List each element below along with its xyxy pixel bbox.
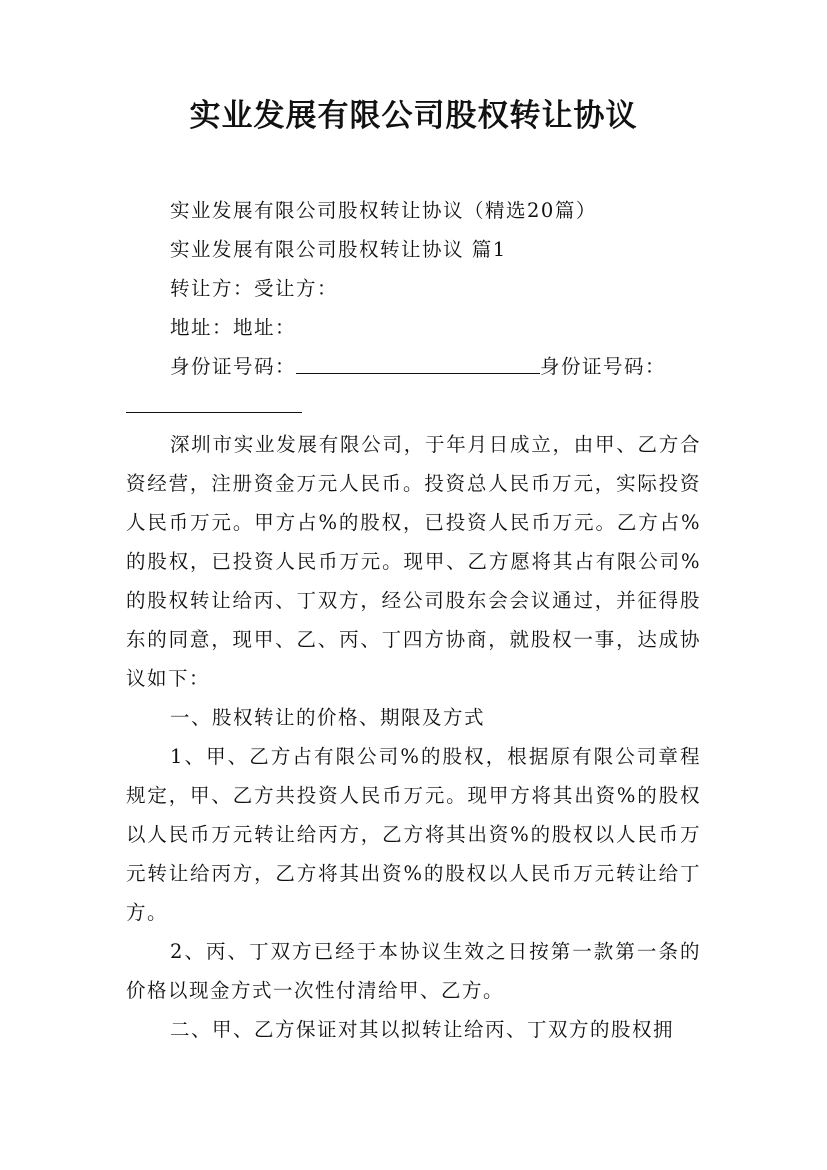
id-blank-transferor <box>296 347 540 374</box>
subtitle-line: 实业发展有限公司股权转让协议（精选20篇） <box>170 199 597 222</box>
clause-1-heading: 一、股权转让的价格、期限及方式 <box>170 706 486 729</box>
clause-1-2: 2、丙、丁双方已经于本协议生效之日按第一款第一条的价格以现金方式一次性付清给甲、乙方。 <box>126 940 701 1002</box>
id-blank-line <box>126 386 701 425</box>
id-number-line <box>126 347 701 386</box>
document-body <box>126 191 701 1049</box>
intro-paragraph: 深圳市实业发展有限公司，于年月日成立，由甲、乙方合资经营，注册资金万元人民币。投资总人民币万元，实际投资人民币万元。甲方占%的股权，已投资人民币万元。乙方占%的股权，已投资人民币万元。现甲、乙方愿将其占有限公司%的股权转让给丙、丁双方，经公司股东会会议通过，并征得股东的同意，现甲、乙、丙、丁四方协商，就股权一事，达成协议如下： <box>126 433 701 690</box>
document-title: 实业发展有限公司股权转让协议 <box>189 98 638 134</box>
id-label-transferee: 身份证号码： <box>540 355 667 378</box>
clause-1-1: 1、甲、乙方占有限公司%的股权，根据原有限公司章程规定，甲、乙方共投资人民币万元。现甲方将其出资%的股权以人民币万元转让给丙方，乙方将其出资%的股权以人民币万元转让给丙方，乙方将其出资%的股权以人民币万元转让给丁方。 <box>126 745 701 924</box>
address-line: 地址：地址： <box>170 316 297 339</box>
section-heading: 实业发展有限公司股权转让协议 篇1 <box>170 238 507 261</box>
id-blank-transferee <box>126 386 302 413</box>
id-label-transferor: 身份证号码： <box>170 355 297 378</box>
parties-line: 转让方：受让方： <box>170 277 339 300</box>
clause-2-start: 二、甲、乙方保证对其以拟转让给丙、丁双方的股权拥 <box>170 1018 675 1041</box>
